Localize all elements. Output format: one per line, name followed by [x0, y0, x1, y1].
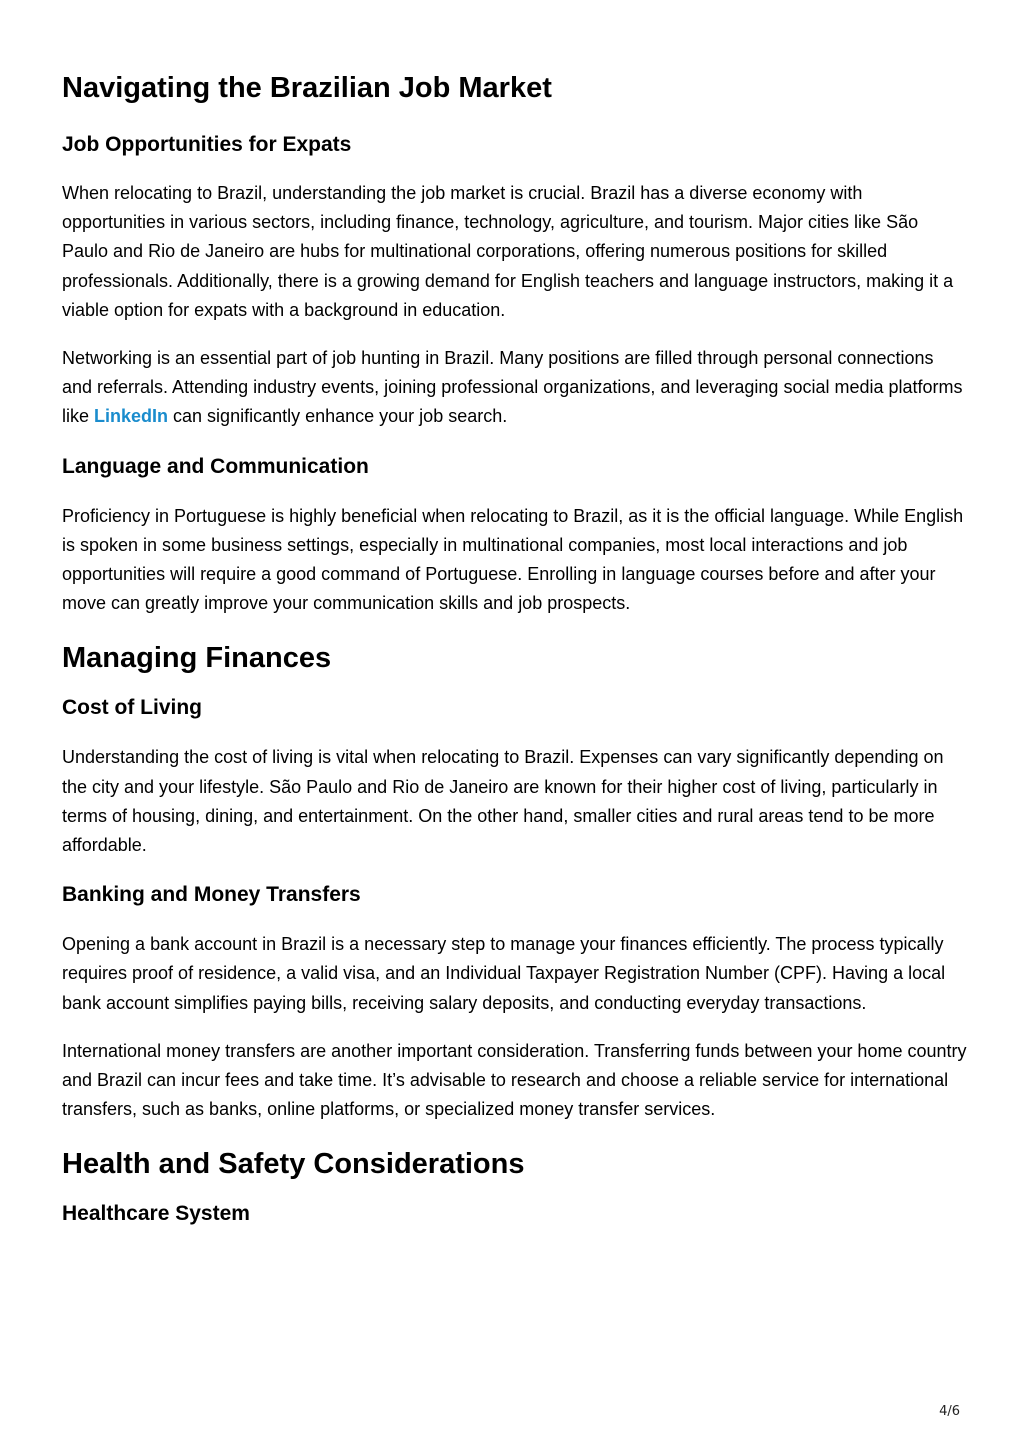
subheading-banking: Banking and Money Transfers — [62, 883, 361, 907]
linkedin-link[interactable]: LinkedIn — [94, 406, 169, 427]
section-heading-health: Health and Safety Considerations — [62, 1148, 525, 1181]
subheading-healthcare: Healthcare System — [62, 1202, 250, 1226]
paragraph-text: can significantly enhance your job search. — [168, 406, 508, 427]
section-heading-finances: Managing Finances — [62, 642, 332, 675]
paragraph-banking-2: International money transfers are another important consideration. Transferring funds between your home country and Brazil can incur fees and take time. It’s advisable to research and choose a reliable service for international transfers, such as banks, online platforms, or specialized money transfer services. — [62, 1040, 967, 1120]
page-number: 4/6 — [939, 1404, 960, 1419]
subheading-cost-of-living: Cost of Living — [62, 696, 202, 720]
paragraph-banking-1: Opening a bank account in Brazil is a necessary step to manage your finances efficiently. The process typically requires proof of residence, a valid visa, and an Individual Taxpayer Registration Number (CPF). Having a local bank account simplifies paying bills, receiving salary deposits, and conducting everyday transactions. — [62, 934, 946, 1013]
paragraph-job-opportunities-1: When relocating to Brazil, understanding the job market is crucial. Brazil has a diverse economy with opportunities in various sectors, including finance, technology, agriculture, and tourism. Major cities like São Paulo and Rio de Janeiro are hubs for multinational corporations, offering numerous positions for skilled professionals. Additionally, there is a growing demand for English teachers and language instructors, making it a viable option for expats with a background in education. — [62, 183, 954, 320]
subheading-language: Language and Communication — [62, 454, 369, 478]
paragraph-job-opportunities-2 — [62, 344, 967, 432]
subheading-job-opportunities: Job Opportunities for Expats — [62, 133, 352, 156]
section-heading-job-market: Navigating the Brazilian Job Market — [62, 72, 552, 104]
paragraph-text: Networking is an essential part of job hunting in Brazil. Many positions are filled through personal connections and referrals. Attending industry events, joining professional organizations, and leveraging social media platforms like — [62, 348, 963, 427]
document-page — [62, 62, 967, 1228]
paragraph-cost-of-living-1: Understanding the cost of living is vital when relocating to Brazil. Expenses can vary significantly depending on the city and your lifestyle. São Paulo and Rio de Janeiro are known for their higher cost of living, particularly in terms of housing, dining, and entertainment. On the other hand, smaller cities and rural areas tend to be more affordable. — [62, 747, 944, 856]
paragraph-language-1: Proficiency in Portuguese is highly beneficial when relocating to Brazil, as it is the official language. While English is spoken in some business settings, especially in multinational companies, most local interactions and job opportunities will require a good command of Portuguese. Enrolling in language courses before and after your move can greatly improve your communication skills and job prospects. — [62, 505, 964, 614]
